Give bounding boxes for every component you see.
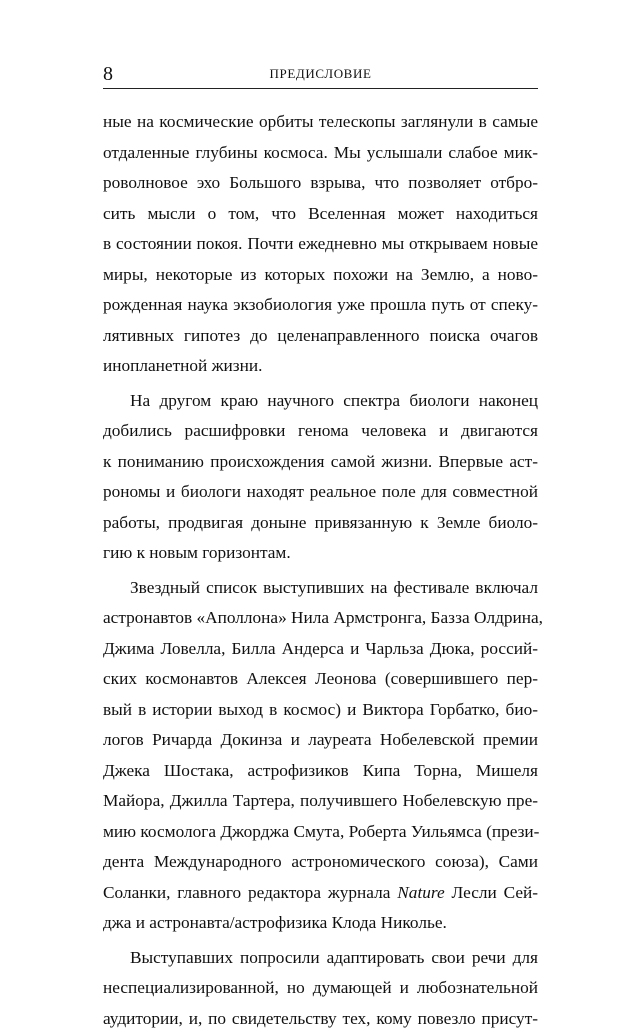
text-line: Выступавших попросили адаптировать свои речи для [103, 943, 538, 974]
page-header [103, 62, 538, 86]
text-line: На другом краю научного спектра биологи наконец [103, 386, 538, 417]
text-line: ских космонавтов Алексея Леонова (совершившего пер- [103, 664, 538, 695]
paragraph [103, 107, 538, 382]
text-segment: Соланки, главного редактора журнала [103, 883, 397, 902]
text-line: гию к новым горизонтам. [103, 538, 538, 569]
text-line: рожденная наука экзобиология уже прошла путь от спеку- [103, 290, 538, 321]
text-line: дента Международного астрономического союза), Сами [103, 847, 538, 878]
text-line: Звездный список выступивших на фестивале включал [103, 573, 538, 604]
body-text [103, 107, 538, 1034]
text-line: добились расшифровки генома человека и двигаются [103, 416, 538, 447]
text-line: Майора, Джилла Тартера, получившего Нобелевскую пре- [103, 786, 538, 817]
text-line: джа и астронавта/астрофизика Клода Николье. [103, 908, 538, 939]
text-line: рономы и биологи находят реальное поле для совместной [103, 477, 538, 508]
text-line: Джека Шостака, астрофизиков Кипа Торна, Мишеля [103, 756, 538, 787]
text-line: астронавтов «Аполлона» Нила Армстронга, Базза Олдрина, [103, 603, 538, 634]
text-line: к пониманию происхождения самой жизни. Впервые аст- [103, 447, 538, 478]
text-line: в состоянии покоя. Почти ежедневно мы открываем новые [103, 229, 538, 260]
text-line: ные на космические орбиты телескопы заглянули в самые [103, 107, 538, 138]
text-line: аудитории, и, по свидетельству тех, кому повезло присут- [103, 1004, 538, 1034]
journal-title: Nature [397, 883, 444, 902]
page-number: 8 [103, 62, 113, 86]
text-line: инопланетной жизни. [103, 351, 538, 382]
text-line-mixed [103, 878, 538, 909]
text-line: вый в истории выход в космос) и Виктора Горбатко, био- [103, 695, 538, 726]
text-line: Джима Ловелла, Билла Андерса и Чарльза Дюка, россий- [103, 634, 538, 665]
text-line: роволновое эхо Большого взрыва, что позволяет отбро- [103, 168, 538, 199]
text-line: работы, продвигая доныне привязанную к Земле биоло- [103, 508, 538, 539]
header-rule [103, 88, 538, 89]
running-head: ПРЕДИСЛОВИЕ [103, 65, 538, 83]
text-line: лятивных гипотез до целенаправленного поиска очагов [103, 321, 538, 352]
text-line: миры, некоторые из которых похожи на Землю, а ново- [103, 260, 538, 291]
paragraph [103, 573, 538, 939]
text-line: отдаленные глубины космоса. Мы услышали слабое мик- [103, 138, 538, 169]
paragraph [103, 943, 538, 1034]
text-line: логов Ричарда Докинза и лауреата Нобелевской премии [103, 725, 538, 756]
paragraph [103, 386, 538, 569]
text-line: сить мысли о том, что Вселенная может находиться [103, 199, 538, 230]
text-line: мию космолога Джорджа Смута, Роберта Уильямса (прези- [103, 817, 538, 848]
text-segment: Лесли Сей- [445, 883, 538, 902]
text-line: неспециализированной, но думающей и любознательной [103, 973, 538, 1004]
